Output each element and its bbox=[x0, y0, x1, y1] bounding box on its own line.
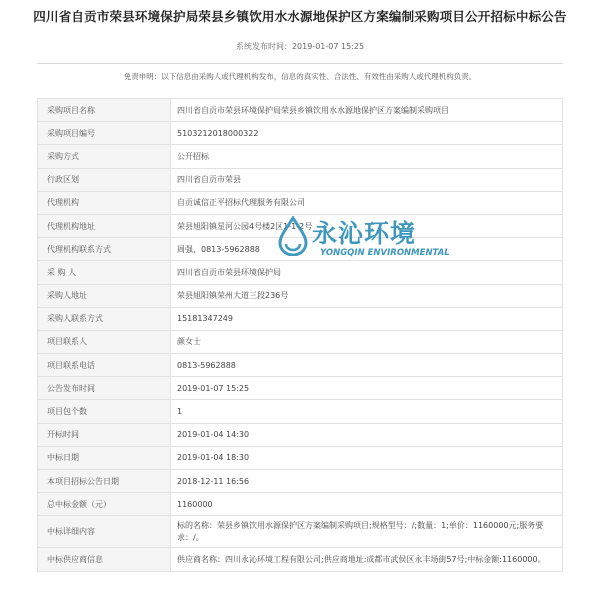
table-row bbox=[38, 284, 563, 307]
row-value: 颜女士 bbox=[171, 330, 563, 353]
watermark-brand-cn: 永沁环境 bbox=[312, 219, 417, 248]
row-label: 代理机构 bbox=[38, 191, 171, 214]
table-row bbox=[38, 191, 563, 214]
row-label: 采购人联系方式 bbox=[38, 307, 171, 330]
publish-time: 系统发布时间：2019-01-07 15:25 bbox=[235, 42, 365, 51]
row-value: 荣县旭阳镇荣州大道三段236号 bbox=[171, 284, 563, 307]
row-label: 项目联系电话 bbox=[38, 354, 171, 377]
announcement-table bbox=[37, 98, 563, 572]
table-row bbox=[38, 354, 563, 377]
row-label: 中标日期 bbox=[38, 446, 171, 469]
row-value: 2018-12-11 16:56 bbox=[171, 470, 563, 493]
row-label: 本项目招标公告日期 bbox=[38, 470, 171, 493]
table-row bbox=[38, 330, 563, 353]
row-label: 开标时间 bbox=[38, 423, 171, 446]
table-row bbox=[38, 548, 563, 571]
row-label: 采 购 人 bbox=[38, 261, 171, 284]
row-label: 代理机构联系方式 bbox=[38, 238, 171, 261]
row-label: 中标供应商信息 bbox=[38, 548, 171, 571]
row-value: 四川省自贡市荣县环境保护局 bbox=[171, 261, 563, 284]
row-label: 公告发布时间 bbox=[38, 377, 171, 400]
table-row bbox=[38, 261, 563, 284]
row-value: 供应商名称：四川永沁环境工程有限公司;供应商地址:成都市武侯区永丰场街57号;中标金额:1160000。 bbox=[171, 548, 563, 571]
row-value: 15181347249 bbox=[171, 307, 563, 330]
row-value: 5103212018000322 bbox=[171, 122, 563, 145]
row-label: 总中标金额（元） bbox=[38, 493, 171, 516]
row-label: 行政区划 bbox=[38, 168, 171, 191]
row-value: 荣县旭阳镇星河公园4号楼2区1-1-2号 bbox=[171, 214, 563, 237]
table-row bbox=[38, 238, 563, 261]
row-label: 中标详细内容 bbox=[38, 516, 171, 548]
table-row bbox=[38, 400, 563, 423]
row-value: 标的名称：荣县乡镇饮用水源保护区方案编制采购项目;规格型号：/;数量：1;单价：1160000元;服务要求：/。 bbox=[171, 516, 563, 548]
row-value: 四川省自贡市荣县环境保护局荣县乡镇饮用水水源地保护区方案编制采购项目 bbox=[171, 99, 563, 122]
page-title: 四川省自贡市荣县环境保护局荣县乡镇饮用水水源地保护区方案编制采购项目公开招标中标公告 bbox=[33, 9, 567, 24]
table-row bbox=[38, 168, 563, 191]
row-label: 采购方式 bbox=[38, 145, 171, 168]
table-row bbox=[38, 516, 563, 548]
divider bbox=[37, 63, 563, 64]
row-label: 采购项目名称 bbox=[38, 99, 171, 122]
table-row bbox=[38, 99, 563, 122]
row-label: 代理机构地址 bbox=[38, 214, 171, 237]
row-label: 采购人地址 bbox=[38, 284, 171, 307]
row-value: 公开招标 bbox=[171, 145, 563, 168]
row-value: 2019-01-04 18:30 bbox=[171, 446, 563, 469]
row-value: 周强，0813-5962888 bbox=[171, 238, 563, 261]
row-label: 项目联系人 bbox=[38, 330, 171, 353]
table-row bbox=[38, 145, 563, 168]
row-value: 1160000 bbox=[171, 493, 563, 516]
table-row bbox=[38, 122, 563, 145]
table-row bbox=[38, 493, 563, 516]
table-row bbox=[38, 214, 563, 237]
table-row bbox=[38, 377, 563, 400]
row-value: 0813-5962888 bbox=[171, 354, 563, 377]
table-row bbox=[38, 446, 563, 469]
row-value: 2019-01-07 15:25 bbox=[171, 377, 563, 400]
disclaimer: 免责申明：以下信息由采购人或代理机构发布，信息的真实性、合法性、有效性由采购人或代理机构负责。 bbox=[123, 72, 477, 81]
table-row bbox=[38, 470, 563, 493]
row-value: 1 bbox=[171, 400, 563, 423]
row-value: 四川省自贡市荣县 bbox=[171, 168, 563, 191]
table-row bbox=[38, 423, 563, 446]
row-value: 自贡诚信正平招标代理服务有限公司 bbox=[171, 191, 563, 214]
table-row bbox=[38, 307, 563, 330]
row-value: 2019-01-04 14:30 bbox=[171, 423, 563, 446]
row-label: 采购项目编号 bbox=[38, 122, 171, 145]
watermark-brand-en: YONGQIN ENVIRONMENTAL bbox=[320, 248, 450, 258]
row-label: 项目包个数 bbox=[38, 400, 171, 423]
